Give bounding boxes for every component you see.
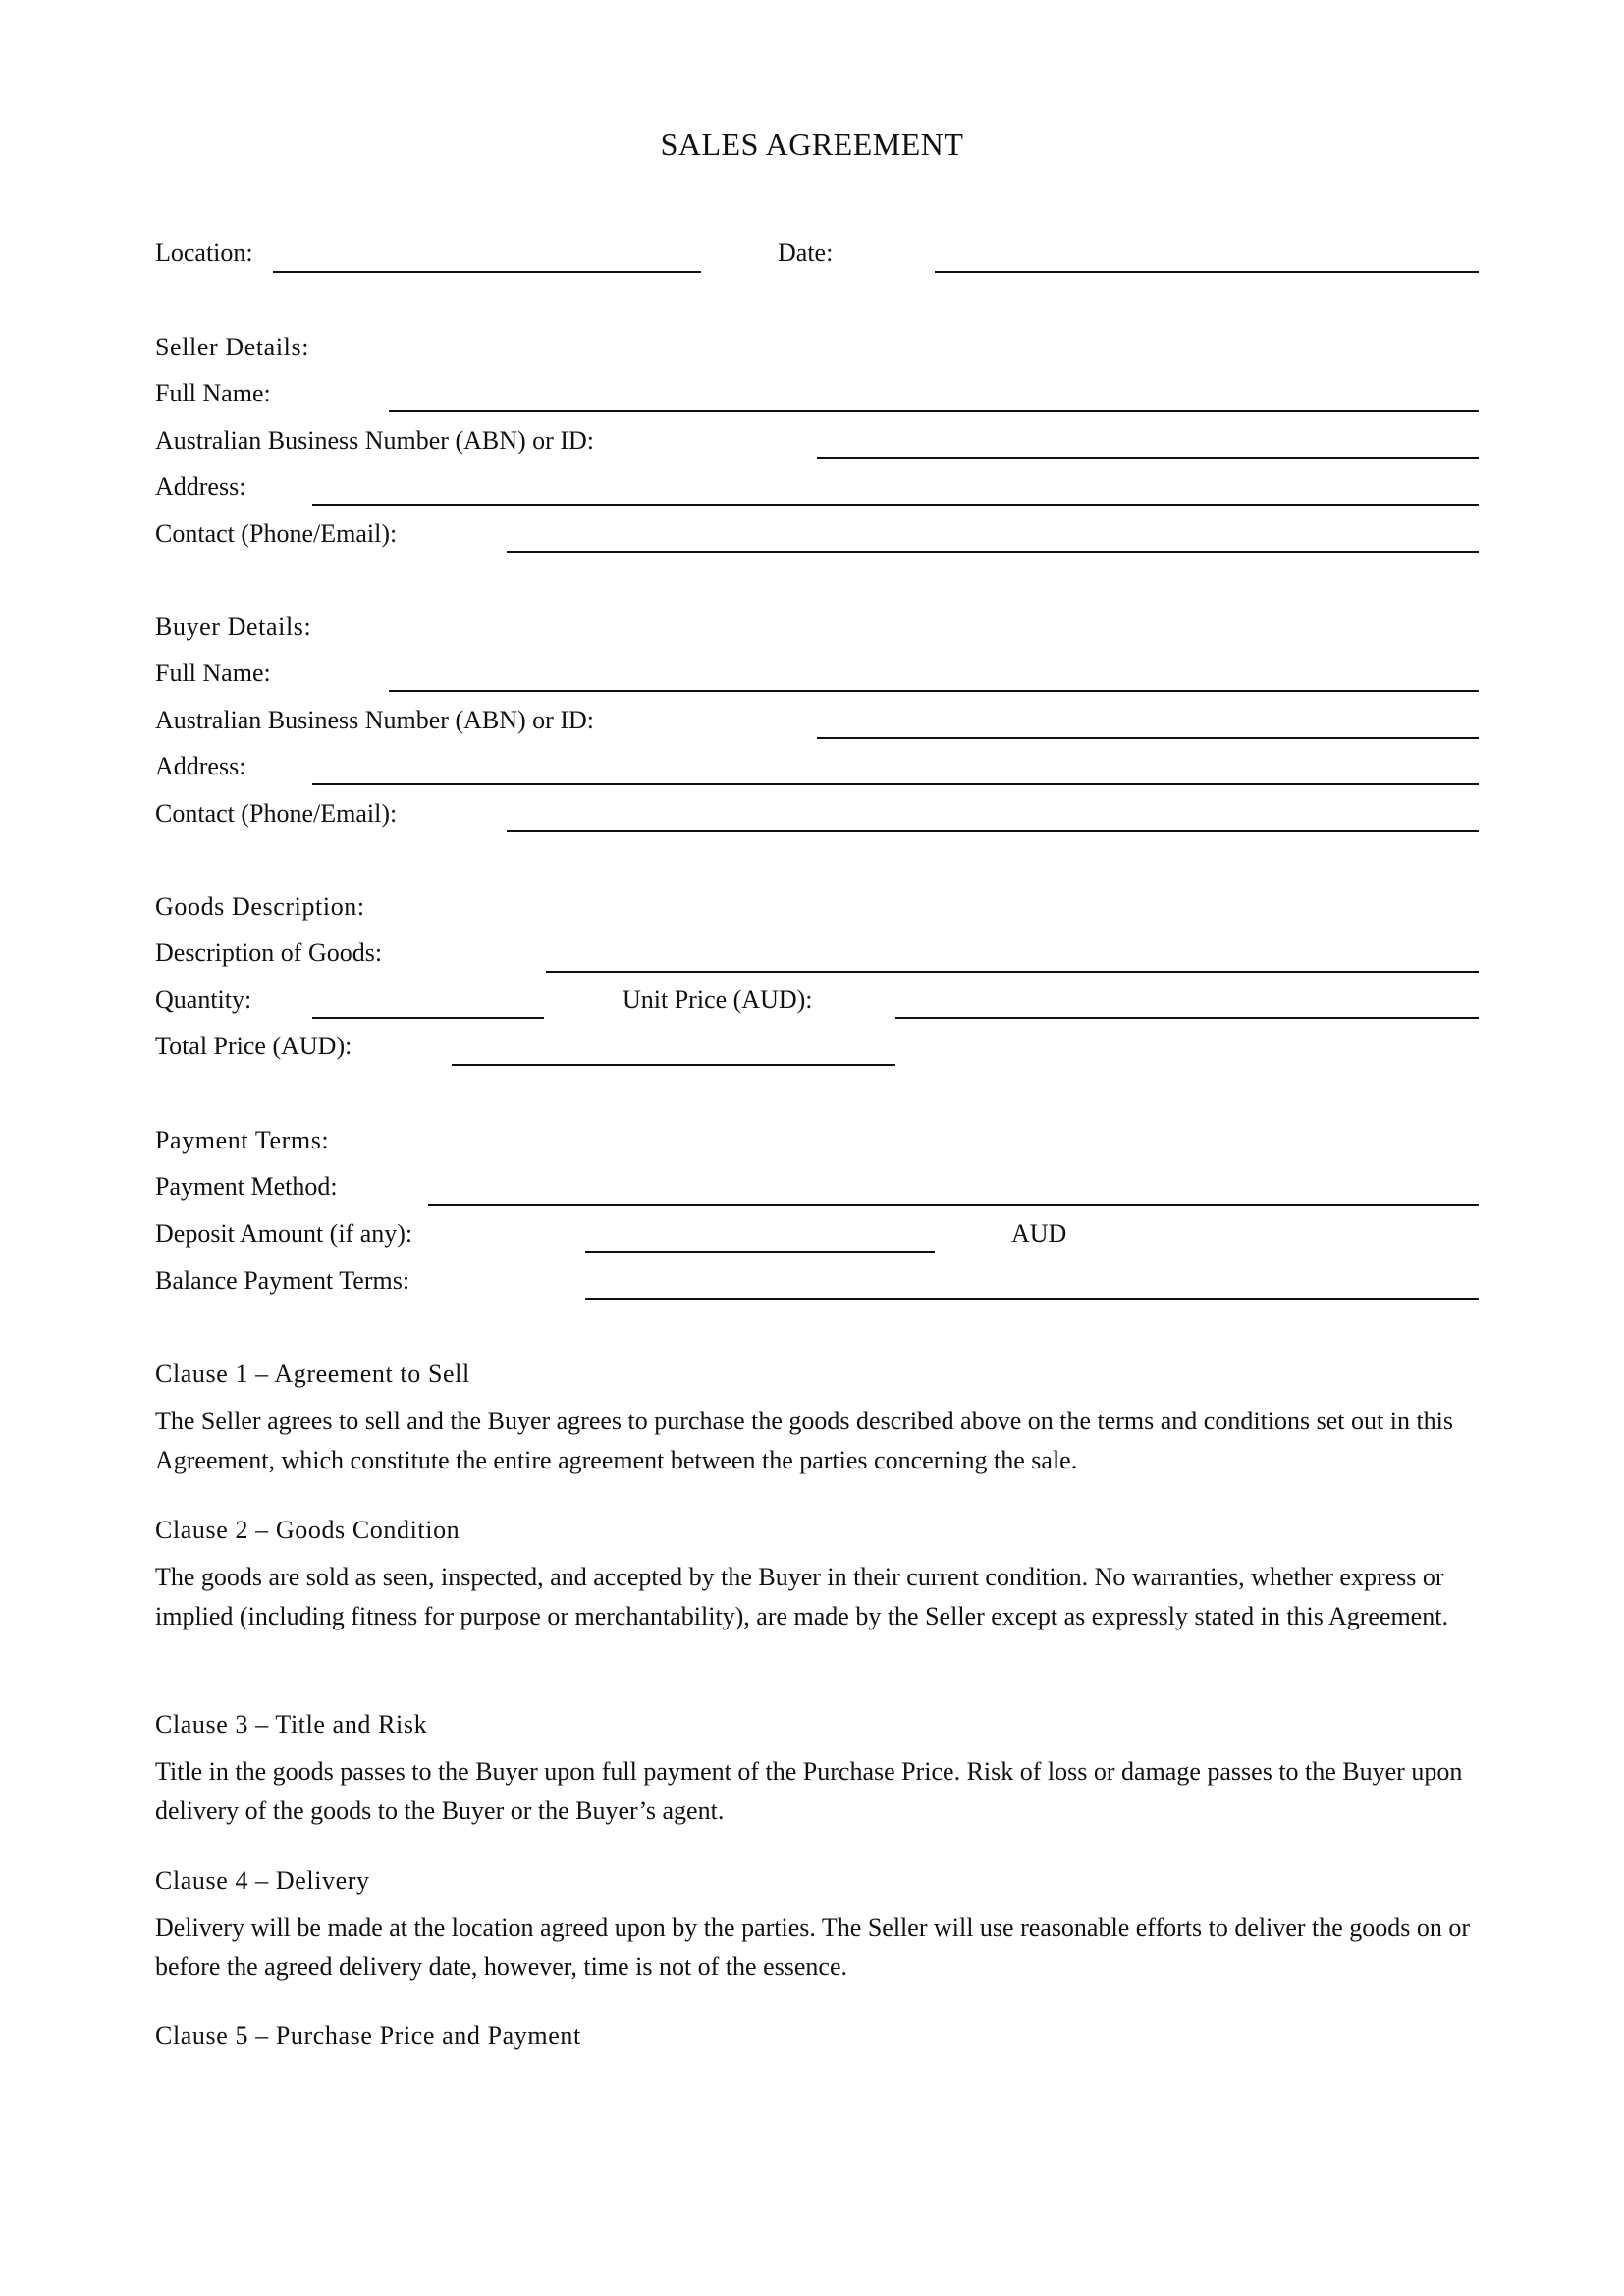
location-field[interactable] [273, 271, 701, 273]
seller-abn-field[interactable] [817, 457, 1479, 459]
buyer-abn-label: Australian Business Number (ABN) or ID: [155, 706, 594, 734]
buyer-address-field[interactable] [312, 783, 1479, 785]
balance-payment-terms-field[interactable] [585, 1298, 1479, 1300]
buyer-abn-field[interactable] [817, 737, 1479, 739]
seller-contact-field[interactable] [507, 551, 1479, 553]
clause-1-text: The Seller agrees to sell and the Buyer agrees to purchase the goods described above on the terms and conditions set out in this Agreement, which constitute the entire agreement between the parties concerning the sale. [155, 1407, 1454, 1474]
buyer-details-heading: Buyer Details: [155, 613, 312, 641]
clause-4-text: Delivery will be made at the location agreed upon by the parties. The Seller will use reasonable efforts to deliver the goods on or before the agreed delivery date, however, time is not of the essence. [155, 1913, 1471, 1981]
date-label: Date: [778, 239, 834, 267]
quantity-label: Quantity: [155, 986, 252, 1014]
unit-price-field[interactable] [895, 1017, 1479, 1019]
payment-terms-heading: Payment Terms: [155, 1126, 330, 1154]
payment-method-label: Payment Method: [155, 1172, 338, 1201]
seller-contact-label: Contact (Phone/Email): [155, 519, 398, 548]
balance-payment-terms-label: Balance Payment Terms: [155, 1266, 410, 1295]
buyer-full-name-field[interactable] [389, 690, 1479, 692]
clause-1-heading: Clause 1 – Agreement to Sell [155, 1360, 470, 1388]
seller-full-name-label: Full Name: [155, 379, 271, 407]
goods-description-label: Description of Goods: [155, 938, 383, 967]
document-title: SALES AGREEMENT [660, 127, 964, 162]
unit-price-label: Unit Price (AUD): [623, 986, 813, 1014]
payment-method-field[interactable] [428, 1204, 1479, 1206]
seller-address-field[interactable] [312, 504, 1479, 506]
deposit-amount-field[interactable] [585, 1251, 935, 1253]
buyer-address-label: Address: [155, 752, 246, 780]
clause-3-text: Title in the goods passes to the Buyer upon full payment of the Purchase Price. Risk of loss or damage passes to the Buyer upon delivery of the goods to the Buyer or the Buyer’s agent. [155, 1757, 1463, 1825]
clause-2-heading: Clause 2 – Goods Condition [155, 1516, 460, 1544]
goods-description-field[interactable] [546, 971, 1479, 973]
seller-details-heading: Seller Details: [155, 333, 310, 361]
clause-4-heading: Clause 4 – Delivery [155, 1866, 370, 1895]
total-price-field[interactable] [452, 1064, 895, 1066]
buyer-contact-field[interactable] [507, 830, 1479, 832]
seller-full-name-field[interactable] [389, 410, 1479, 412]
clause-3-heading: Clause 3 – Title and Risk [155, 1710, 428, 1738]
date-field[interactable] [935, 271, 1479, 273]
quantity-field[interactable] [312, 1017, 544, 1019]
buyer-contact-label: Contact (Phone/Email): [155, 799, 398, 828]
deposit-currency: AUD [1011, 1219, 1067, 1248]
seller-abn-label: Australian Business Number (ABN) or ID: [155, 426, 594, 454]
location-label: Location: [155, 239, 253, 267]
deposit-amount-label: Deposit Amount (if any): [155, 1219, 413, 1248]
buyer-full-name-label: Full Name: [155, 659, 271, 687]
seller-address-label: Address: [155, 472, 246, 501]
clause-5-heading: Clause 5 – Purchase Price and Payment [155, 2021, 581, 2050]
goods-description-heading: Goods Description: [155, 892, 365, 921]
total-price-label: Total Price (AUD): [155, 1032, 352, 1060]
clause-2-text: The goods are sold as seen, inspected, and accepted by the Buyer in their current condition. No warranties, whether express or implied (including fitness for purpose or merchantability), are made by the Seller except as expressly stated in this Agreement. [155, 1563, 1448, 1630]
